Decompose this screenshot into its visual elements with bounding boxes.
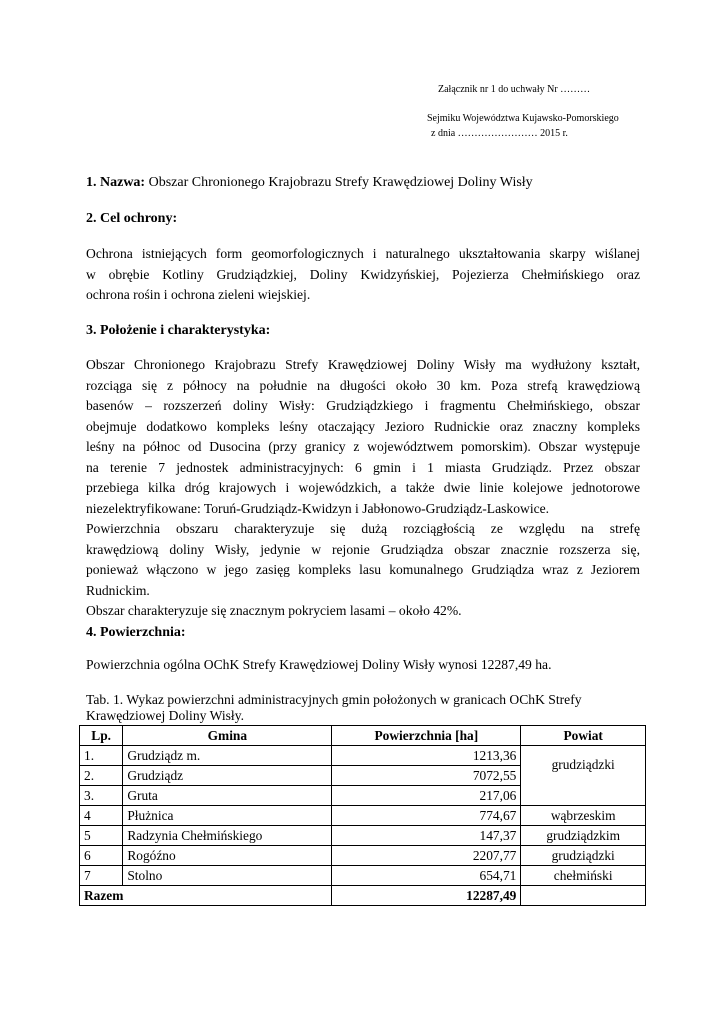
paragraph-line: przebiega kilka dróg krajowych i wojewódzkich, a także dwie linie kolejowe jednotorowe (86, 480, 640, 495)
cell-lp: 2. (80, 766, 123, 786)
section-2-paragraph (86, 244, 640, 306)
paragraph-line: Powierzchnia obszaru charakteryzuje się dużą rozciągłością ze względu na strefę (86, 521, 640, 536)
cell-powiat: chełmiński (521, 866, 646, 886)
paragraph-line: Ochrona istniejących form geomorfologicznych i naturalnego ukształtowania skarpy wiślanej (86, 246, 640, 261)
cell-area: 1213,36 (332, 746, 521, 766)
table-row (80, 826, 646, 846)
header-date-line: z dnia …………………… 2015 r. (431, 128, 568, 139)
cell-lp: 4 (80, 806, 123, 826)
cell-powiat: grudziądzkim (521, 826, 646, 846)
column-header-powiat: Powiat (521, 726, 646, 746)
section-2-heading: 2. Cel ochrony: (86, 211, 178, 226)
section-1-name: Obszar Chronionego Krajobrazu Strefy Krawędziowej Doliny Wisły (148, 175, 533, 190)
cell-gmina: Grudziądz (123, 766, 332, 786)
cell-area: 147,37 (332, 826, 521, 846)
municipality-area-table (79, 725, 646, 906)
cell-area: 7072,55 (332, 766, 521, 786)
column-header-area: Powierzchnia [ha] (332, 726, 521, 746)
table-row (80, 806, 646, 826)
paragraph-line: Rudnickim. (86, 582, 150, 598)
section-1-heading (86, 175, 533, 191)
cell-lp: 5 (80, 826, 123, 846)
cell-area: 217,06 (332, 786, 521, 806)
paragraph-line: w obrębie Kotliny Grudziądzkiej, Doliny Kwidzyńskiej, Pojezierza Chełmińskiego oraz (86, 266, 640, 282)
table-caption: Tab. 1. Wykaz powierzchni administracyjnych gmin położonych w granicach OChK Strefy Krawędziowej Doliny Wisły. (86, 692, 582, 723)
paragraph-line: basenów – rozszerzeń doliny Wisły: Grudziądzkiego i fragmentu Chełmińskiego, obszar (86, 398, 640, 413)
cell-gmina: Radzynia Chełmińskiego (123, 826, 332, 846)
cell-gmina: Stolno (123, 866, 332, 886)
cell-powiat: grudziądzki (521, 846, 646, 866)
paragraph-line: rozciąga się z północy na południe na długości około 30 km. Poza strefą krawędziową (86, 377, 640, 393)
cell-gmina: Grudziądz m. (123, 746, 332, 766)
cell-total-label: Razem (80, 886, 332, 906)
cell-area: 774,67 (332, 806, 521, 826)
cell-empty (521, 886, 646, 906)
cell-gmina: Rogóźno (123, 846, 332, 866)
cell-lp: 7 (80, 866, 123, 886)
cell-lp: 1. (80, 746, 123, 766)
cell-powiat: wąbrzeskim (521, 806, 646, 826)
cell-lp: 6 (80, 846, 123, 866)
cell-total-value: 12287,49 (332, 886, 521, 906)
paragraph-line: na terenie 7 jednostek administracyjnych: 6 gmin i 1 miasta Grudziądz. Przez obszar (86, 459, 640, 475)
paragraph-line: krawędziową doliny Wisły, jedynie w rejonie Grudziądza obszar znacznie rozszerza się, (86, 541, 640, 557)
paragraph-line: ponieważ włączono w jego zasięg kompleks lasu komunalnego Grudziądza wraz z Jeziorem (86, 562, 640, 577)
table-total-row (80, 886, 646, 906)
header-sejmik-line: Sejmiku Województwa Kujawsko-Pomorskiego (427, 113, 619, 124)
section-4-heading: 4. Powierzchnia: (86, 625, 186, 640)
cell-area: 2207,77 (332, 846, 521, 866)
header-attachment-line: Załącznik nr 1 do uchwały Nr ……… (438, 84, 591, 95)
column-header-lp: Lp. (80, 726, 123, 746)
paragraph-line: niezelektryfikowane: Toruń-Grudziądz-Kwidzyn i Jabłonowo-Grudziądz-Laskowice. (86, 500, 550, 516)
paragraph-line: leśny na północ od Dusocina (przy granicy z województwem pomorskim). Obszar występuje (86, 439, 640, 454)
table-header-row (80, 726, 646, 746)
table-row (80, 746, 646, 766)
cell-gmina: Płużnica (123, 806, 332, 826)
paragraph-line: Obszar charakteryzuje się znacznym pokryciem lasami – około 42%. (86, 603, 462, 618)
paragraph-line: Obszar Chronionego Krajobrazu Strefy Krawędziowej Doliny Wisły ma wydłużony kształt, (86, 357, 640, 372)
cell-lp: 3. (80, 786, 123, 806)
section-3-heading: 3. Położenie i charakterystyka: (86, 323, 271, 338)
section-4-text: Powierzchnia ogólna OChK Strefy Krawędziowej Doliny Wisły wynosi 12287,49 ha. (86, 657, 552, 672)
cell-powiat: grudziądzki (521, 746, 646, 806)
table-row (80, 846, 646, 866)
paragraph-line: ochrona rośin i ochrona zieleni wiejskiej. (86, 287, 311, 302)
paragraph-line: obejmuje dodatkowo kompleks leśny otaczający Jezioro Rudnickie oraz znaczny kompleks (86, 418, 640, 434)
table-row (80, 866, 646, 886)
section-1-label: 1. Nazwa: (86, 175, 146, 190)
cell-area: 654,71 (332, 866, 521, 886)
section-3-paragraph (86, 355, 640, 622)
column-header-gmina: Gmina (123, 726, 332, 746)
cell-gmina: Gruta (123, 786, 332, 806)
